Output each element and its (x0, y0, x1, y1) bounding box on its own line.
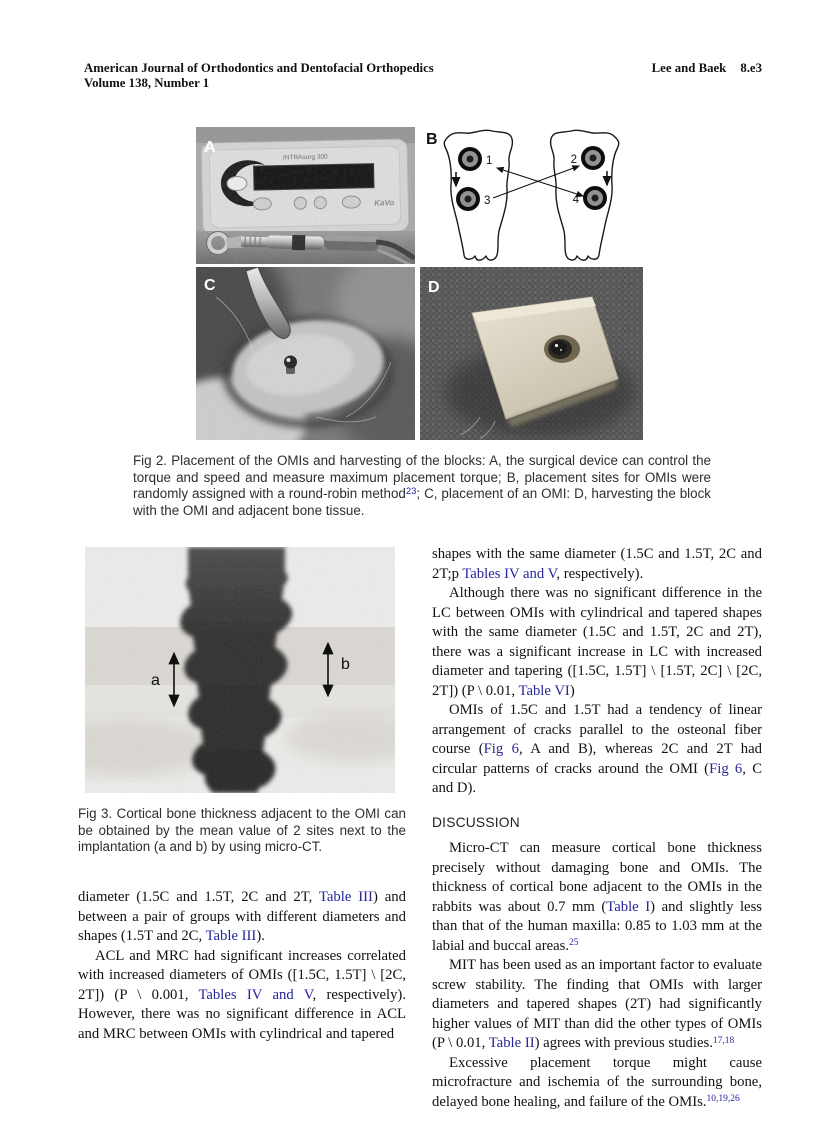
marker-b-label: b (341, 656, 350, 673)
cross-reference-link[interactable]: Tables IV and V (198, 986, 313, 1003)
panel-label-a: A (204, 139, 216, 156)
cross-reference-link[interactable]: Tables IV and V (462, 565, 557, 582)
fig2-panel-d-block-photo (420, 267, 643, 440)
running-head-right (652, 61, 762, 76)
cross-reference-link[interactable]: Fig 6 (483, 741, 519, 757)
running-head-left (84, 61, 504, 91)
fig2-panel-b-diagram (420, 127, 643, 264)
citation-superscript[interactable]: 25 (569, 938, 579, 949)
fig2-caption (133, 453, 711, 519)
citation-superscript[interactable]: 23 (405, 485, 417, 497)
paragraph: Fig 2. Placement of the OMIs and harvesting of the blocks: A, the surgical device can control the torque and speed and measure maximum placement torque; B, placement sites for OMIs were randomly assigned with a round-robin method$^{23}$; C, placement of an OMI: D, harvesting the block with the OMI and adjacent bone tissue. (133, 453, 711, 518)
authors: Lee and Baek (651, 61, 727, 75)
grain-overlay (196, 127, 415, 264)
site-number-4: 4 (572, 194, 579, 206)
paragraph: Excessive placement torque might cause microfracture and ischemia of the surrounding bone, delayed bone healing, and failure of the OMIs.$^{10,19,26}$ (432, 1054, 762, 1110)
cross-reference-link[interactable]: Table III (318, 889, 373, 905)
right-column-top (432, 545, 762, 799)
page-number: 8.e3 (740, 61, 762, 75)
site-number-2: 2 (570, 154, 577, 166)
device-brand-text: KaVo (374, 198, 395, 208)
right-column-discussion (432, 839, 762, 1112)
grain-overlay (420, 267, 643, 440)
right-text-column (432, 545, 762, 1112)
grain-overlay (196, 267, 415, 440)
panel-label-c: C (204, 277, 216, 294)
fig3-caption (78, 806, 406, 856)
fig2-panel-c-surgery-photo (196, 267, 415, 440)
journal-volume: Volume 138, Number 1 (84, 76, 210, 90)
panel-label-d: D (428, 279, 440, 296)
paragraph: OMIs of 1.5C and 1.5T had a tendency of linear arrangement of cracks parallel to the osteonal fiber course (Fig 6, A and B), whereas 2C and 2T had circular patterns of cracks around the OMI (Fig 6, C and D). (432, 702, 763, 796)
citation-superscript[interactable]: 10,19,26 (706, 1094, 740, 1105)
cross-reference-link[interactable]: Table VI (518, 682, 570, 699)
marker-a-label: a (151, 672, 160, 689)
fig2-panel-a-device-photo (196, 127, 415, 264)
journal-title: American Journal of Orthodontics and Dentofacial Orthopedics (84, 61, 434, 75)
site-2 (581, 146, 605, 170)
discussion-heading: DISCUSSION (432, 814, 520, 830)
paragraph: Fig 3. Cortical bone thickness adjacent to the OMI can be obtained by the mean value of 2 sites next to the implantation (a and b) by using micro-CT. (78, 806, 406, 854)
cross-reference-link[interactable]: Table III (205, 928, 257, 944)
paragraph: Although there was no significant difference in the LC between OMIs with cylindrical and tapered shapes with the same diameter (1.5C and 1.5T, 2C and 2T), there was a significant increase in LC with increased diameter and tapering ([1.5C, 1.5T] \ [1.5T, 2C] \ [2C, 2T]) (P \ 0.01, Table VI) (432, 585, 762, 699)
site-number-3: 3 (484, 195, 491, 207)
paragraph: MIT has been used as an important factor to evaluate screw stability. The finding that OMIs with larger diameters and tapered shapes (2T) had significantly higher values of MIT than did the other types of OMIs (P \ 0.01, Table II) agrees with previous studies.$^{17,18}$ (432, 957, 762, 1051)
citation-superscript[interactable]: 17,18 (712, 1035, 735, 1046)
cross-reference-link[interactable]: Fig 6 (709, 760, 743, 777)
site-number-1: 1 (486, 155, 493, 167)
figure-3-microct-image (85, 547, 395, 793)
cross-reference-link[interactable]: Table I (606, 898, 651, 915)
paragraph: Micro-CT can measure cortical bone thickness precisely without damaging bone and OMIs. The thickness of cortical bone adjacent to the OMIs in the rabbits was about 0.7 mm (Table I) and slightly less than that of the human maxilla: 0.85 to 1.03 mm at the labial and buccal areas.$^{25}$ (432, 840, 763, 954)
paragraph: shapes with the same diameter (1.5C and 1.5T, 2C and 2T;p Tables IV and V, respectively). (432, 546, 762, 582)
cross-reference-link[interactable]: Table II (488, 1035, 535, 1051)
figure-2-image (196, 127, 643, 440)
site-4 (583, 186, 607, 210)
site-1 (458, 147, 482, 171)
left-text-column (78, 888, 406, 1044)
paragraph: ACL and MRC had significant increases correlated with increased diameters of OMIs ([1.5C, 1.5T] \ [2C, 2T]) (P \ 0.001, Tables IV and V, respectively). However, there was no significant difference in ACL and MRC between OMIs with cylindrical and tapered (78, 947, 406, 1042)
paragraph: diameter (1.5C and 1.5T, 2C and 2T, Table III) and between a pair of groups with different diameters and shapes (1.5T and 2C, Table III). (78, 889, 406, 944)
site-3 (456, 187, 480, 211)
panel-label-b: B (426, 131, 438, 148)
device-model-text: INTRAsurg 300 (282, 153, 328, 162)
